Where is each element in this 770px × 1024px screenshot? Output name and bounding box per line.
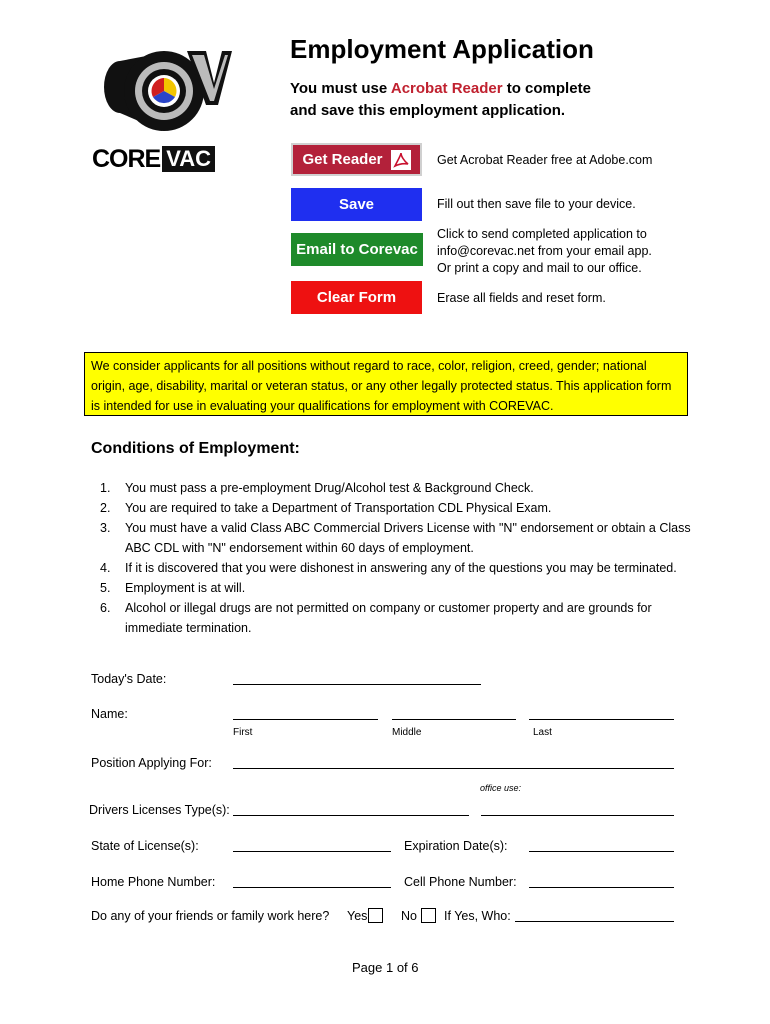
clear-form-button[interactable]: Clear Form [291,281,422,314]
list-item: 2. You are required to take a Department of Transportation CDL Physical Exam. [100,501,552,515]
list-item: 4. If it is discovered that you were dishonest in answering any of the questions you may be terminated. [100,561,677,575]
todays-date-label: Today's Date: [91,672,167,686]
family-question-label: Do any of your friends or family work here? [91,909,330,923]
conditions-title: Conditions of Employment: [91,440,300,457]
subtitle-accent: Acrobat Reader [390,80,503,97]
email-button[interactable]: Email to Corevac [291,233,423,266]
get-reader-button[interactable] [291,143,422,176]
if-yes-label: If Yes, Who: [444,909,511,923]
page-number: Page 1 of 6 [352,960,419,975]
get-reader-desc: Get Acrobat Reader free at Adobe.com [437,153,653,167]
first-sublabel: First [233,727,253,738]
office-use-label: office use: [480,783,522,793]
logo-text-core: CORE [92,144,161,173]
last-sublabel: Last [533,727,552,738]
state-license-field[interactable] [233,851,391,852]
email-desc-line1: Click to send completed application to [437,227,647,241]
no-checkbox[interactable] [421,908,436,923]
subtitle-line2: and save this employment application. [290,102,566,119]
name-label: Name: [91,707,128,721]
if-yes-field[interactable] [515,921,674,922]
state-license-label: State of License(s): [91,839,199,853]
save-desc: Fill out then save file to your device. [437,197,636,211]
subtitle-pre: You must use [290,80,391,97]
subtitle-post: to complete [502,80,591,97]
expiration-label: Expiration Date(s): [404,839,508,853]
first-name-field[interactable] [233,719,378,720]
get-reader-label: Get Reader [302,151,383,168]
clear-form-desc: Erase all fields and reset form. [437,291,606,305]
page-title: Employment Application [290,34,594,64]
todays-date-field[interactable] [233,684,481,685]
list-item: 6. Alcohol or illegal drugs are not permitted on company or customer property and are grounds for immediate termination. [100,601,652,635]
home-phone-label: Home Phone Number: [91,875,216,889]
email-desc-line3: Or print a copy and mail to our office. [437,261,642,275]
home-phone-field[interactable] [233,887,391,888]
list-item: 3. You must have a valid Class ABC Commercial Drivers License with "N" endorsement or obtain a Class ABC CDL with "N" endorsement within 60 days of employment. [100,521,691,555]
expiration-field[interactable] [529,851,674,852]
cell-phone-field[interactable] [529,887,674,888]
middle-name-field[interactable] [392,719,516,720]
conditions-list [100,478,700,638]
acrobat-icon [391,150,411,170]
license-types-label: Drivers Licenses Type(s): [89,803,230,817]
yes-label: Yes [347,909,368,923]
position-field[interactable] [233,768,674,769]
license-types-field[interactable] [233,815,469,816]
no-label: No [401,909,417,923]
email-desc [437,226,652,277]
eeo-notice: We consider applicants for all positions without regard to race, color, religion, creed, gender; national origin, age, disability, marital or veteran status, or any other legally protected status. This application form is intended for use in evaluating your qualifications for employment with COREVAC. [84,352,688,416]
office-use-field[interactable] [481,815,674,816]
save-button[interactable]: Save [291,188,422,221]
middle-sublabel: Middle [392,727,422,738]
corevac-logo [92,45,237,175]
logo-text-vac: VAC [162,146,215,172]
list-item: 5. Employment is at will. [100,581,246,595]
email-desc-line2: info@corevac.net from your email app. [437,244,652,258]
list-item: 1. You must pass a pre-employment Drug/Alcohol test & Background Check. [100,481,534,495]
position-label: Position Applying For: [91,756,212,770]
yes-checkbox[interactable] [368,908,383,923]
page-subtitle [290,78,620,122]
cell-phone-label: Cell Phone Number: [404,875,517,889]
last-name-field[interactable] [529,719,674,720]
